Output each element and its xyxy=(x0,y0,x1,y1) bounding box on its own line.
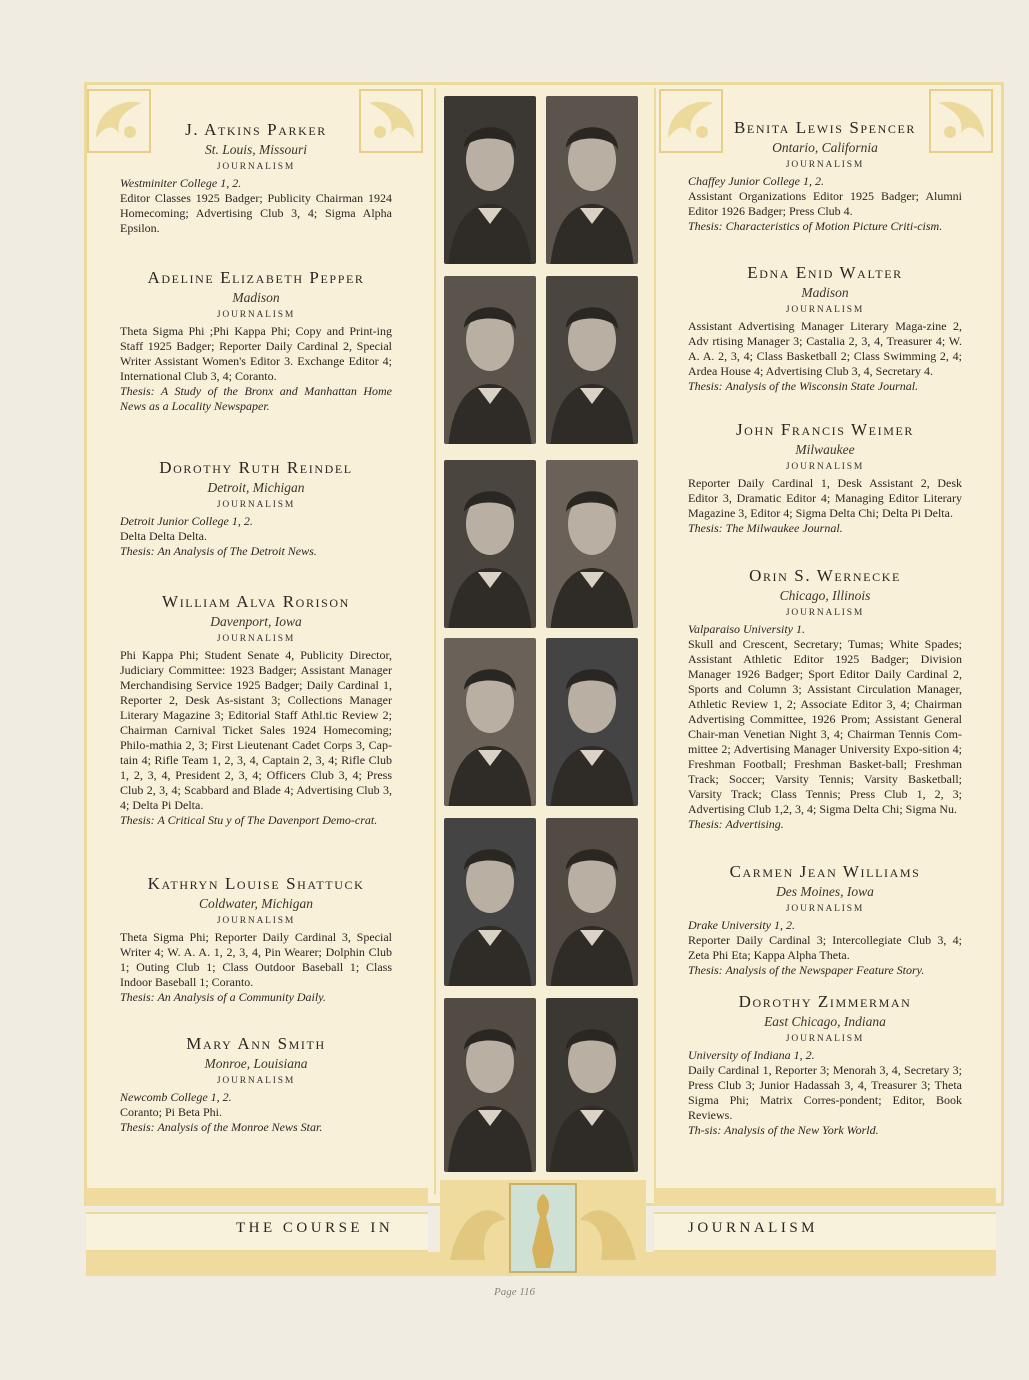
entry-reindel xyxy=(120,458,392,559)
entry-shattuck xyxy=(120,874,392,1005)
portrait-photo xyxy=(444,638,536,806)
entry-name: William Alva Rorison xyxy=(162,592,350,611)
entry-college: University of Indiana 1, 2. xyxy=(688,1048,815,1062)
entry-name: Dorothy Ruth Reindel xyxy=(159,458,353,477)
entry-record: Theta Sigma Phi ;Phi Kappa Phi; Copy and Print-ing Staff 1925 Badger; Reporter Daily Cardinal 2, Special Writer Assistant Women's Editor 3. Exchange Editor 4; International Club 3, 4; Coranto. xyxy=(120,324,392,383)
footer-right-text: JOURNALISM xyxy=(688,1220,819,1236)
portrait-photo xyxy=(444,96,536,264)
portrait-photo xyxy=(546,998,638,1172)
portrait-photo xyxy=(444,998,536,1172)
entry-place: Des Moines, Iowa xyxy=(776,884,874,899)
entry-department: JOURNALISM xyxy=(785,608,865,618)
entry-place: Milwaukee xyxy=(795,442,855,457)
entry-department: JOURNALISM xyxy=(785,462,865,472)
entry-name: Orin S. Wernecke xyxy=(749,566,901,585)
entry-name: John Francis Weimer xyxy=(735,420,915,439)
portrait-photo xyxy=(546,276,638,444)
entry-department: JOURNALISM xyxy=(785,160,865,170)
entry-williams xyxy=(688,862,962,978)
entry-name: Kathryn Louise Shattuck xyxy=(147,874,365,893)
entry-college: Chaffey Junior College 1, 2. xyxy=(688,174,824,188)
entry-place: Madison xyxy=(801,285,849,300)
entry-thesis: Thesis: A Critical Stu y of The Davenport Demo-crat. xyxy=(120,813,378,827)
portrait-photo xyxy=(444,818,536,986)
entry-name: Adeline Elizabeth Pepper xyxy=(147,268,365,287)
footer-emblem xyxy=(440,1180,646,1276)
entry-thesis: Thesis: An Analysis of The Detroit News. xyxy=(120,544,317,558)
entry-department: JOURNALISM xyxy=(216,310,296,320)
entry-name: Carmen Jean Williams xyxy=(729,862,921,881)
entry-thesis: Thesis: An Analysis of a Community Daily. xyxy=(120,990,326,1004)
entry-spencer xyxy=(688,118,962,234)
entry-record: Delta Delta Delta. xyxy=(120,529,207,543)
entry-thesis: Th-sis: Analysis of the New York World. xyxy=(688,1123,879,1137)
entry-place: Monroe, Louisiana xyxy=(204,1056,308,1071)
entry-weimer xyxy=(688,420,962,536)
entry-place: Madison xyxy=(232,290,280,305)
entry-rorison xyxy=(120,592,392,828)
entry-place: Coldwater, Michigan xyxy=(199,896,313,911)
entry-thesis: Thesis: Analysis of the Newspaper Feature Story. xyxy=(688,963,925,977)
entry-record: Editor Classes 1925 Badger; Publicity Chairman 1924 Homecoming; Advertising Club 3, 4; Sigma Alpha Epsilon. xyxy=(120,191,392,235)
entry-thesis: Thesis: The Milwaukee Journal. xyxy=(688,521,843,535)
portrait-photo xyxy=(546,460,638,628)
entry-parker xyxy=(120,120,392,236)
entry-zimmerman xyxy=(688,992,962,1138)
entry-department: JOURNALISM xyxy=(216,916,296,926)
entry-record: Theta Sigma Phi; Reporter Daily Cardinal 3, Special Writer 4; W. A. A. 1, 2, 3, 4, Pin Wearer; Dolphin Club 1; Outing Club 1; Class Outdoor Baseball 1; Class Indoor Baseball 1; Coranto. xyxy=(120,930,392,989)
entry-place: Davenport, Iowa xyxy=(210,614,302,629)
entry-record: Coranto; Pi Beta Phi. xyxy=(120,1105,222,1119)
footer-ornament-band xyxy=(86,1188,428,1206)
entry-college: Valparaiso University 1. xyxy=(688,622,805,636)
entry-name: Edna Enid Walter xyxy=(747,263,903,282)
portrait-photo xyxy=(444,460,536,628)
entry-record: Assistant Advertising Manager Literary Maga-zine 2, Adv rtising Manager 3; Castalia 2, 3, 4, Treasurer 4; W. A. A. 2, 3, 4; Class Basketball 2; Class Swimming 2, 4; Ardea House 4; Advertising Club 3, 4, Secretary 4. xyxy=(688,319,962,378)
entry-smith xyxy=(120,1034,392,1135)
entry-department: JOURNALISM xyxy=(785,904,865,914)
entry-wernecke xyxy=(688,566,962,832)
portrait-photo xyxy=(444,276,536,444)
entry-record: Assistant Organizations Editor 1925 Badger; Alumni Editor 1926 Badger; Press Club 4. xyxy=(688,189,962,218)
entry-place: Chicago, Illinois xyxy=(779,588,871,603)
entry-department: JOURNALISM xyxy=(785,305,865,315)
entry-college: Detroit Junior College 1, 2. xyxy=(120,514,253,528)
footer-left-text: THE COURSE IN xyxy=(236,1220,394,1236)
entry-place: Detroit, Michigan xyxy=(207,480,305,495)
entry-college: Drake University 1, 2. xyxy=(688,918,795,932)
entry-place: Ontario, California xyxy=(772,140,878,155)
entry-thesis: Thesis: A Study of the Bronx and Manhattan Home News as a Locality Newspaper. xyxy=(120,384,392,413)
entry-name: J. Atkins Parker xyxy=(185,120,327,139)
entry-pepper xyxy=(120,268,392,414)
entry-college: Newcomb College 1, 2. xyxy=(120,1090,232,1104)
entry-record: Phi Kappa Phi; Student Senate 4, Publicity Director, Judiciary Committee: 1923 Badger; Assistant Manager Merchandising Service 1925 Badger; Daily Cardinal 1, Reporter 2, Desk As-sistant 3; Collections Manager Literary Magazine 3; Editorial Staff Athl.tic Review 2; Chairman Carnival Ticket Sales 1924 Homecoming; Philo-mathia 2, 3; First Lieutenant Cadet Corps 3, Cap-tain 4; Rifle Team 1, 2, 3, 4, Captain 2, 3, 4; Rifle Club 1, 2, 3, 4, President 2, 3, 4; Officers Club 3, 4; Press Club 2, 3, 4; Scabbard and Blade 4; Advertising Club 3, 4; Delta Pi Delta. xyxy=(120,648,392,812)
portrait-photo xyxy=(546,638,638,806)
page-number: Page 116 xyxy=(493,1286,536,1298)
entry-thesis: Thesis: Advertising. xyxy=(688,817,784,831)
entry-thesis: Thesis: Characteristics of Motion Picture Criti-cism. xyxy=(688,219,943,233)
entry-department: JOURNALISM xyxy=(785,1034,865,1044)
entry-place: St. Louis, Missouri xyxy=(204,142,308,157)
entry-thesis: Thesis: Analysis of the Wisconsin State Journal. xyxy=(688,379,919,393)
entry-thesis: Thesis: Analysis of the Monroe News Star. xyxy=(120,1120,323,1134)
entry-place: East Chicago, Indiana xyxy=(764,1014,886,1029)
entry-name: Mary Ann Smith xyxy=(186,1034,326,1053)
entry-record: Reporter Daily Cardinal 3; Intercollegiate Club 3, 4; Zeta Phi Eta; Kappa Alpha Theta. xyxy=(688,933,962,962)
portrait-photo xyxy=(546,818,638,986)
portrait-photo xyxy=(546,96,638,264)
entry-department: JOURNALISM xyxy=(216,634,296,644)
entry-department: JOURNALISM xyxy=(216,500,296,510)
entry-college: Westminiter College 1, 2. xyxy=(120,176,242,190)
entry-department: JOURNALISM xyxy=(216,162,296,172)
entry-walter xyxy=(688,263,962,394)
footer-ornament-band xyxy=(654,1188,996,1206)
entry-record: Daily Cardinal 1, Reporter 3; Menorah 3, 4, Secretary 3; Press Club 3; Junior Hadassah 3, 4, Treasurer 3; Theta Sigma Phi; Matrix Corres-pondent; Editor, Book Reviews. xyxy=(688,1063,962,1122)
entry-record: Reporter Daily Cardinal 1, Desk Assistant 2, Desk Editor 3, Dramatic Editor 4; Managing Editor Literary Magazine 3, Editor 4; Sigma Delta Chi; Delta Pi Delta. xyxy=(688,476,962,520)
entry-name: Benita Lewis Spencer xyxy=(733,118,917,137)
entry-department: JOURNALISM xyxy=(216,1076,296,1086)
entry-name: Dorothy Zimmerman xyxy=(738,992,912,1011)
entry-record: Skull and Crescent, Secretary; Tumas; White Spades; Assistant Athletic Editor 1925 Badger; Division Manager 1926 Badger; Sport Editor Daily Cardinal 2, Sports and Column 3; Assistant Circulation Manager, Athletic Review 1, 2; Associate Editor 3, 4; Chairman Advertising Committee, 1926 Prom; Assistant General Chair-man Venetian Night 3, 4; Chairman Tennis Com-mittee 2; Advertising Manager University Expo-sition 4; Freshman Football; Freshman Basket-ball; Freshman Track; Soccer; Varsity Tennis; Varsity Basketball; Varsity Track; Class Tennis; Press Club 1, 2, 3; Advertising Club 1,2, 3, 4; Sigma Delta Chi; Sigma Nu. xyxy=(688,637,962,816)
